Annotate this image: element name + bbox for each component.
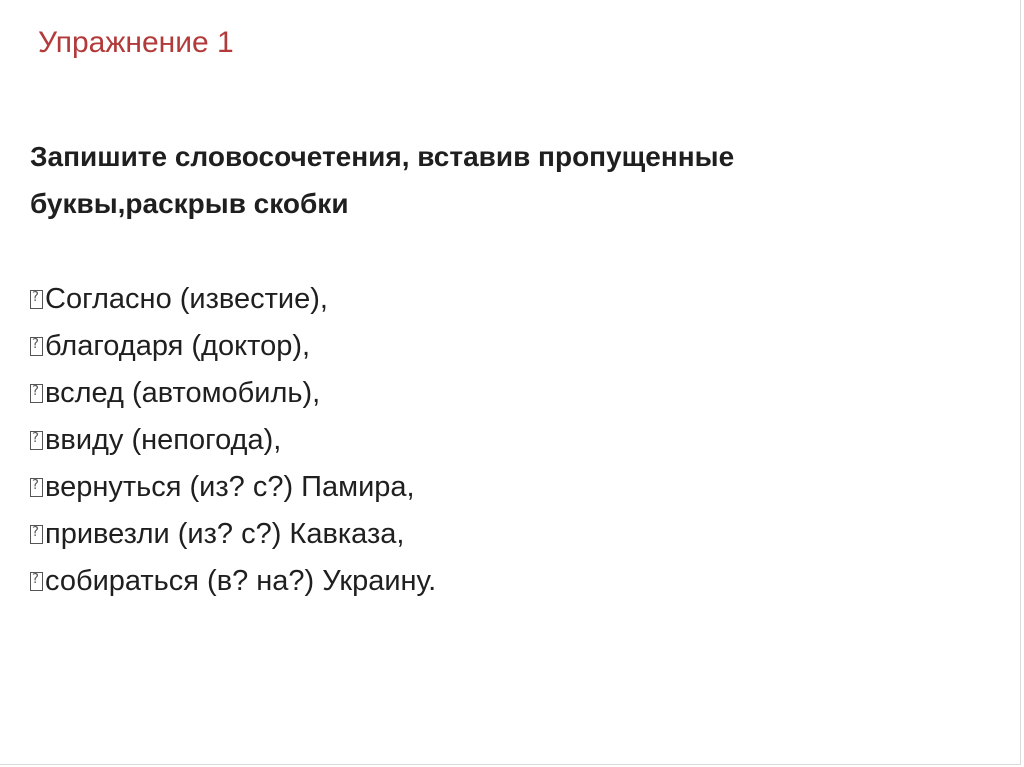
instruction-text — [30, 133, 980, 227]
list-item-text: привезли (из? с?) Кавказа, — [45, 518, 405, 550]
missing-glyph-icon — [30, 290, 43, 309]
missing-glyph-icon — [30, 525, 43, 544]
list-item-text: ввиду (непогода), — [45, 424, 282, 456]
missing-glyph-icon — [30, 572, 43, 591]
list-item-text: вернуться (из? с?) Памира, — [45, 471, 415, 503]
list-item-text: Согласно (известие), — [45, 283, 328, 315]
missing-glyph-icon — [30, 337, 43, 356]
instruction-line-1: Запишите словосочетения, вставив пропущенные — [30, 141, 735, 172]
list-item-text: собираться (в? на?) Украину. — [45, 565, 437, 597]
list-item — [30, 417, 436, 464]
list-item-text: благодаря (доктор), — [45, 330, 311, 362]
phrase-list — [30, 276, 436, 605]
instruction-line-2: буквы,раскрыв скобки — [30, 188, 349, 219]
list-item — [30, 464, 436, 511]
missing-glyph-icon — [30, 431, 43, 450]
list-item — [30, 323, 436, 370]
missing-glyph-icon — [30, 384, 43, 403]
list-item — [30, 511, 436, 558]
slide-title: Упражнение 1 — [38, 26, 234, 59]
missing-glyph-icon — [30, 478, 43, 497]
list-item-text: вслед (автомобиль), — [45, 377, 321, 409]
list-item — [30, 558, 436, 605]
list-item — [30, 276, 436, 323]
list-item — [30, 370, 436, 417]
